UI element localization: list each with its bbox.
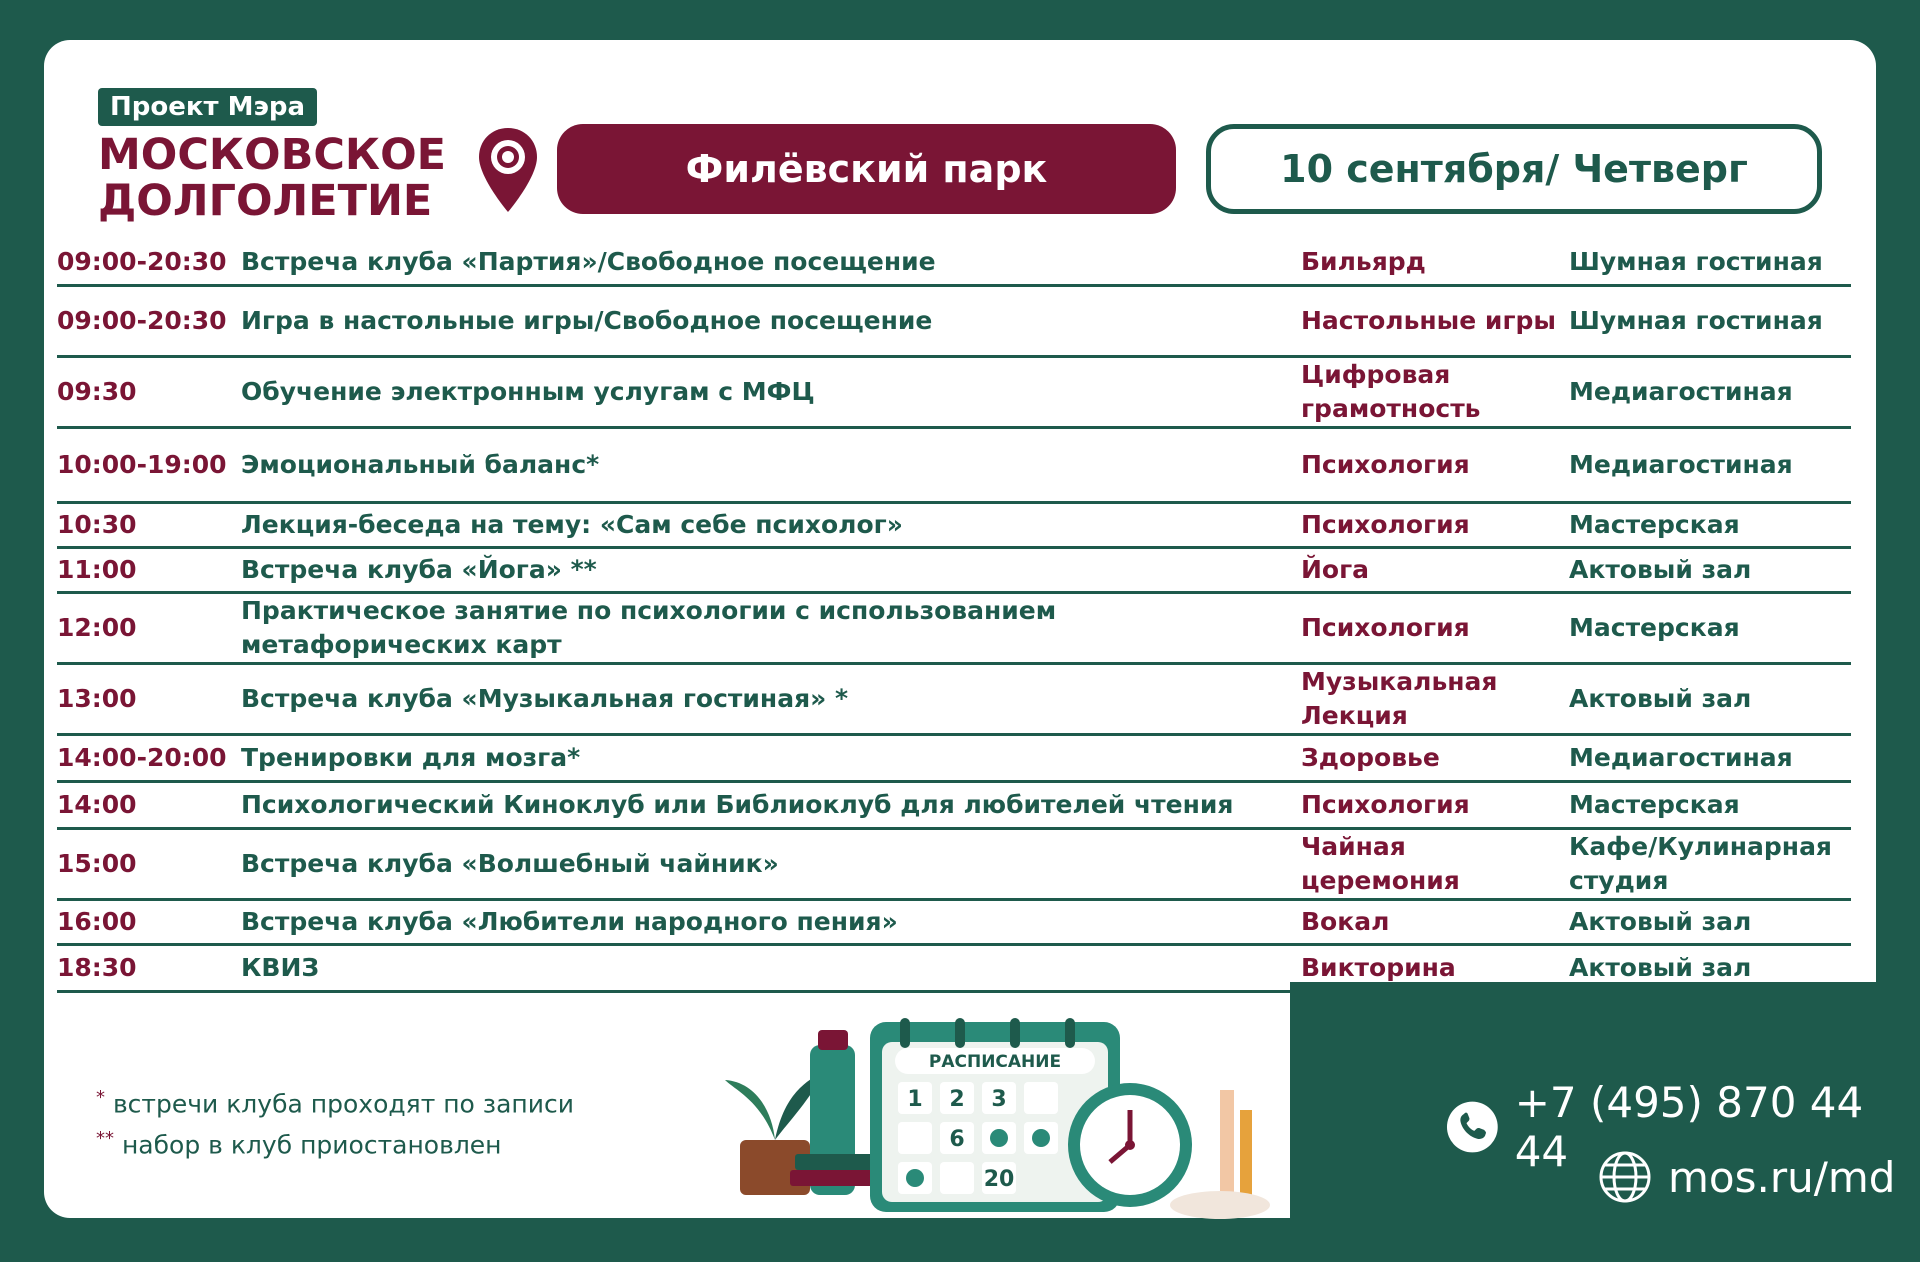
category-cell: Настольные игры <box>1301 306 1557 335</box>
table-row <box>57 240 1851 287</box>
title-cell: Встреча клуба «Музыкальная гостиная» * <box>241 684 849 713</box>
table-row <box>57 830 1851 901</box>
calendar-illustration <box>700 970 1300 1230</box>
room-cell: Медиагостиная <box>1569 743 1793 772</box>
table-row <box>57 358 1851 429</box>
footnote-1-text: встречи клуба проходят по записи <box>112 1089 574 1119</box>
category-cell: Викторина <box>1301 953 1456 982</box>
time-cell: 10:30 <box>57 510 137 539</box>
title-cell: Лекция-беседа на тему: «Сам себе психолог» <box>241 510 903 539</box>
logo-line-1: МОСКОВСКОЕ <box>98 130 447 180</box>
schedule-table <box>57 240 1851 993</box>
logo-tag: Проект Мэра <box>98 88 317 126</box>
time-cell: 14:00-20:00 <box>57 743 227 772</box>
table-row <box>57 549 1851 594</box>
calendar-cell: 3 <box>991 1087 1007 1112</box>
title-cell: Встреча клуба «Партия»/Свободное посещение <box>241 247 936 276</box>
calendar-cell: 1 <box>907 1087 923 1112</box>
table-row <box>57 594 1851 665</box>
title-cell: Практическое занятие по психологии с использованием метафорических карт <box>241 596 1057 659</box>
table-row <box>57 287 1851 358</box>
time-cell: 10:00-19:00 <box>57 450 227 479</box>
calendar-cell: 6 <box>949 1127 965 1152</box>
category-cell: Музыкальная Лекция <box>1301 667 1498 730</box>
location-pin-icon <box>476 126 540 214</box>
room-cell: Актовый зал <box>1569 684 1752 713</box>
title-cell: Встреча клуба «Волшебный чайник» <box>241 849 779 878</box>
category-cell: Психология <box>1301 613 1470 642</box>
room-cell: Актовый зал <box>1569 555 1752 584</box>
time-cell: 15:00 <box>57 849 137 878</box>
calendar-cell: 2 <box>949 1087 965 1112</box>
room-cell: Актовый зал <box>1569 953 1752 982</box>
date-text: 10 сентября/ Четверг <box>1280 147 1748 191</box>
title-cell: Встреча клуба «Йога» ** <box>241 555 597 584</box>
table-row <box>57 665 1851 736</box>
title-cell: КВИЗ <box>241 953 320 982</box>
room-cell: Мастерская <box>1569 510 1740 539</box>
date-pill <box>1206 124 1822 214</box>
time-cell: 09:00-20:30 <box>57 306 227 335</box>
footnote-2: ** набор в клуб приостановлен <box>96 1128 502 1160</box>
globe-icon <box>1598 1150 1652 1204</box>
category-cell: Психология <box>1301 510 1470 539</box>
time-cell: 18:30 <box>57 953 137 982</box>
category-cell: Цифровая грамотность <box>1301 360 1481 423</box>
table-row <box>57 783 1851 830</box>
room-cell: Медиагостиная <box>1569 377 1793 406</box>
category-cell: Бильярд <box>1301 247 1426 276</box>
footnote-2-text: набор в клуб приостановлен <box>121 1130 502 1160</box>
room-cell: Актовый зал <box>1569 907 1752 936</box>
calendar-sign: РАСПИСАНИЕ <box>928 1052 1062 1072</box>
title-cell: Эмоциональный баланс* <box>241 450 600 479</box>
title-cell: Тренировки для мозга* <box>241 743 581 772</box>
category-cell: Чайная церемония <box>1301 832 1460 895</box>
category-cell: Психология <box>1301 790 1470 819</box>
title-cell: Встреча клуба «Любители народного пения» <box>241 907 898 936</box>
table-row <box>57 736 1851 783</box>
calendar-cell: 20 <box>983 1167 1015 1192</box>
time-cell: 09:00-20:30 <box>57 247 227 276</box>
room-cell: Медиагостиная <box>1569 450 1793 479</box>
place-pill <box>557 124 1176 214</box>
category-cell: Психология <box>1301 450 1470 479</box>
room-cell: Мастерская <box>1569 790 1740 819</box>
time-cell: 09:30 <box>57 377 137 406</box>
website-contact[interactable] <box>1598 1150 1895 1204</box>
title-cell: Игра в настольные игры/Свободное посещение <box>241 306 933 335</box>
logo <box>98 88 446 224</box>
time-cell: 13:00 <box>57 684 137 713</box>
table-row <box>57 901 1851 946</box>
title-cell: Обучение электронным услугам с МФЦ <box>241 377 815 406</box>
table-row <box>57 504 1851 549</box>
category-cell: Здоровье <box>1301 743 1440 772</box>
category-cell: Йога <box>1301 555 1370 584</box>
time-cell: 11:00 <box>57 555 137 584</box>
time-cell: 14:00 <box>57 790 137 819</box>
category-cell: Вокал <box>1301 907 1390 936</box>
time-cell: 12:00 <box>57 613 137 642</box>
footnote-1: * встречи клуба проходят по записи <box>96 1087 574 1119</box>
phone-number: +7 (495) 870 44 44 <box>1514 1078 1864 1176</box>
phone-icon <box>1446 1100 1499 1154</box>
room-cell: Шумная гостиная <box>1569 306 1823 335</box>
room-cell: Кафе/Кулинарная студия <box>1569 832 1832 895</box>
room-cell: Шумная гостиная <box>1569 247 1823 276</box>
footnotes <box>96 1080 574 1163</box>
website-url: mos.ru/md <box>1668 1152 1896 1202</box>
logo-line-2: ДОЛГОЛЕТИЕ <box>98 176 433 226</box>
title-cell: Психологический Киноклуб или Библиоклуб для любителей чтения <box>241 790 1234 819</box>
time-cell: 16:00 <box>57 907 137 936</box>
room-cell: Мастерская <box>1569 613 1740 642</box>
place-name: Филёвский парк <box>685 147 1048 191</box>
table-row <box>57 429 1851 504</box>
